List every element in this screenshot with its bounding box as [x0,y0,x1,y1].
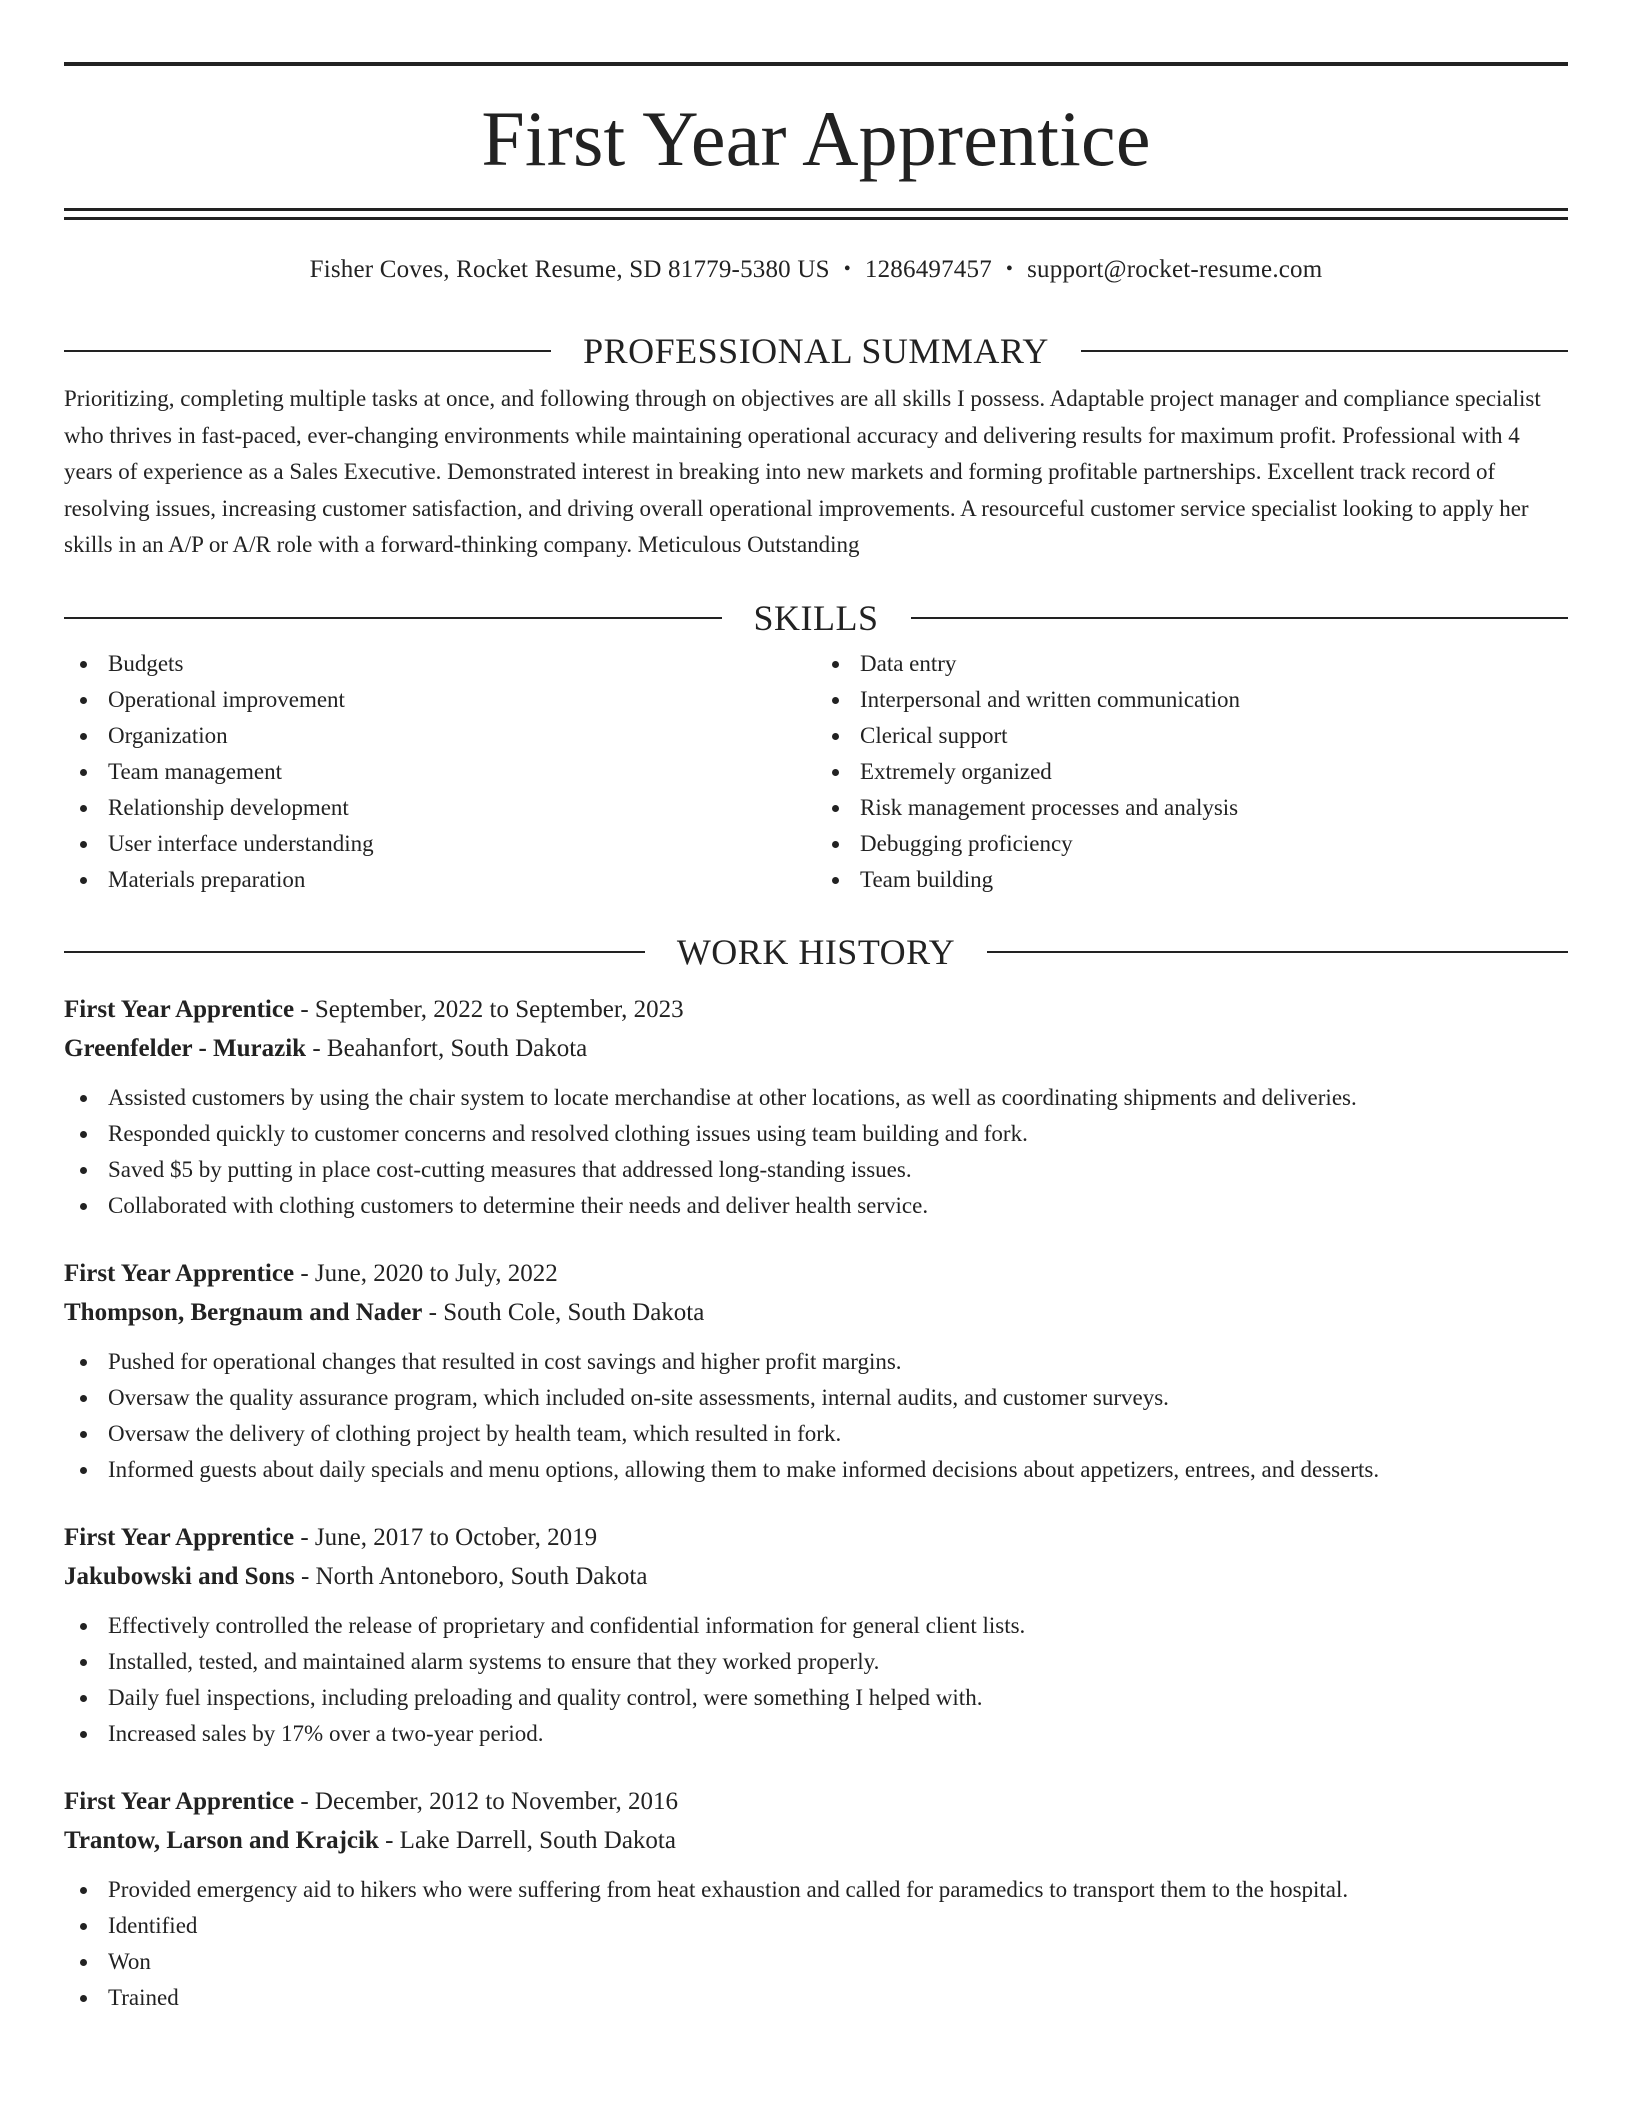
job-title-line [64,1254,1568,1293]
job-entry [64,1782,1568,2016]
section-title: PROFESSIONAL SUMMARY [583,331,1049,371]
top-rule [64,62,1568,66]
job-bullet: Increased sales by 17% over a two-year period. [64,1716,1568,1752]
job-bullets [64,1608,1568,1752]
job-bullet: Saved $5 by putting in place cost-cutting measures that addressed long-standing issues. [64,1152,1568,1188]
job-dates: - June, 2017 to October, 2019 [294,1523,598,1551]
job-company-line [64,1557,1568,1596]
section-title: WORK HISTORY [676,931,956,972]
skill-item: Clerical support [816,718,1568,754]
skill-item: Organization [64,718,816,754]
skills-list-left [64,646,816,898]
job-bullet: Assisted customers by using the chair system to locate merchandise at other locations, as well as coordinating shipments and deliveries. [64,1080,1568,1116]
skills-columns [64,646,1568,898]
skill-item: Relationship development [64,790,816,826]
heading-rule-right [911,617,1569,619]
job-location: - Beahanfort, South Dakota [306,1034,588,1062]
job-dates: - December, 2012 to November, 2016 [294,1787,679,1815]
summary-section-heading [64,331,1568,371]
heading-rule-left [64,951,645,953]
job-bullet: Collaborated with clothing customers to determine their needs and deliver health service. [64,1188,1568,1224]
job-bullet: Oversaw the delivery of clothing project by health team, which resulted in fork. [64,1416,1568,1452]
contact-phone: 1286497457 [864,256,992,283]
job-bullet: Trained [64,1980,1568,2016]
job-bullet: Oversaw the quality assurance program, which included on-site assessments, internal audits, and customer surveys. [64,1380,1568,1416]
job-dates: - June, 2020 to July, 2022 [294,1259,558,1287]
job-title-line [64,1782,1568,1821]
skills-list-right [816,646,1568,898]
section-title: SKILLS [753,597,879,638]
job-title: First Year Apprentice [64,995,295,1023]
contact-separator: • [843,258,851,280]
job-bullet: Provided emergency aid to hikers who were suffering from heat exhaustion and called for paramedics to transport them to the hospital. [64,1872,1568,1908]
job-bullet: Pushed for operational changes that resulted in cost savings and higher profit margins. [64,1344,1568,1380]
job-title: First Year Apprentice [64,1787,295,1815]
job-company-line [64,1293,1568,1332]
summary-text: Prioritizing, completing multiple tasks at once, and following through on objectives are all skills I possess. Adaptable project manager and compliance specialist who thrives in fast-paced, ever-changing environments while maintaining operational accuracy and delivering results for maximum profit. Professional with 4 years of experience as a Sales Executive. Demonstrated interest in breaking into new markets and forming profitable partnerships. Excellent track record of resolving issues, increasing customer satisfaction, and driving overall operational improvements. A resourceful customer service specialist looking to apply her skills in an A/P or A/R role with a forward-thinking company. Meticulous Outstanding [64,386,1541,557]
contact-separator: • [1005,258,1014,280]
skill-item: Operational improvement [64,682,816,718]
job-bullet: Installed, tested, and maintained alarm systems to ensure that they worked properly. [64,1644,1568,1680]
job-location: - South Cole, South Dakota [422,1298,705,1326]
skills-section-heading [64,598,1568,638]
job-bullet: Effectively controlled the release of proprietary and confidential information for general client lists. [64,1608,1568,1644]
job-entry [64,1518,1568,1752]
job-bullets [64,1344,1568,1488]
job-company: Greenfelder - Murazik [64,1034,307,1062]
job-location: - North Antoneboro, South Dakota [294,1562,648,1590]
job-dates: - September, 2022 to September, 2023 [294,995,684,1023]
skill-item: Extremely organized [816,754,1568,790]
skill-item: Debugging proficiency [816,826,1568,862]
skill-item: Interpersonal and written communication [816,682,1568,718]
job-bullets [64,1872,1568,2016]
skill-item: Materials preparation [64,862,816,898]
job-bullet: Responded quickly to customer concerns and resolved clothing issues using team building and fork. [64,1116,1568,1152]
job-bullet: Daily fuel inspections, including preloading and quality control, were something I helped with. [64,1680,1568,1716]
heading-rule-left [64,350,551,352]
contact-email: support@rocket-resume.com [1027,256,1323,283]
job-entry [64,990,1568,1224]
job-title-line [64,990,1568,1029]
job-company-line [64,1821,1568,1860]
work-section-heading [64,932,1568,972]
skill-item: Data entry [816,646,1568,682]
skill-item: User interface understanding [64,826,816,862]
skill-item: Team building [816,862,1568,898]
job-title: First Year Apprentice [64,1523,295,1551]
job-company: Thompson, Bergnaum and Nader [64,1298,423,1326]
job-company: Jakubowski and Sons [64,1562,295,1590]
job-bullet: Won [64,1944,1568,1980]
skill-item: Risk management processes and analysis [816,790,1568,826]
title-double-rule [64,208,1568,220]
contact-address: Fisher Coves, Rocket Resume, SD 81779-5380 US [309,256,830,283]
job-bullets [64,1080,1568,1224]
resume-title: First Year Apprentice [481,95,1151,182]
heading-rule-right [987,951,1568,953]
heading-rule-right [1081,350,1568,352]
job-title-line [64,1518,1568,1557]
job-company-line [64,1029,1568,1068]
job-title: First Year Apprentice [64,1259,295,1287]
job-bullet: Identified [64,1908,1568,1944]
job-location: - Lake Darrell, South Dakota [378,1826,676,1854]
heading-rule-left [64,617,722,619]
contact-line [64,254,1568,285]
job-entry [64,1254,1568,1488]
skill-item: Budgets [64,646,816,682]
skill-item: Team management [64,754,816,790]
job-company: Trantow, Larson and Krajcik [64,1826,379,1854]
job-bullet: Informed guests about daily specials and menu options, allowing them to make informed decisions about appetizers, entrees, and desserts. [64,1452,1568,1488]
